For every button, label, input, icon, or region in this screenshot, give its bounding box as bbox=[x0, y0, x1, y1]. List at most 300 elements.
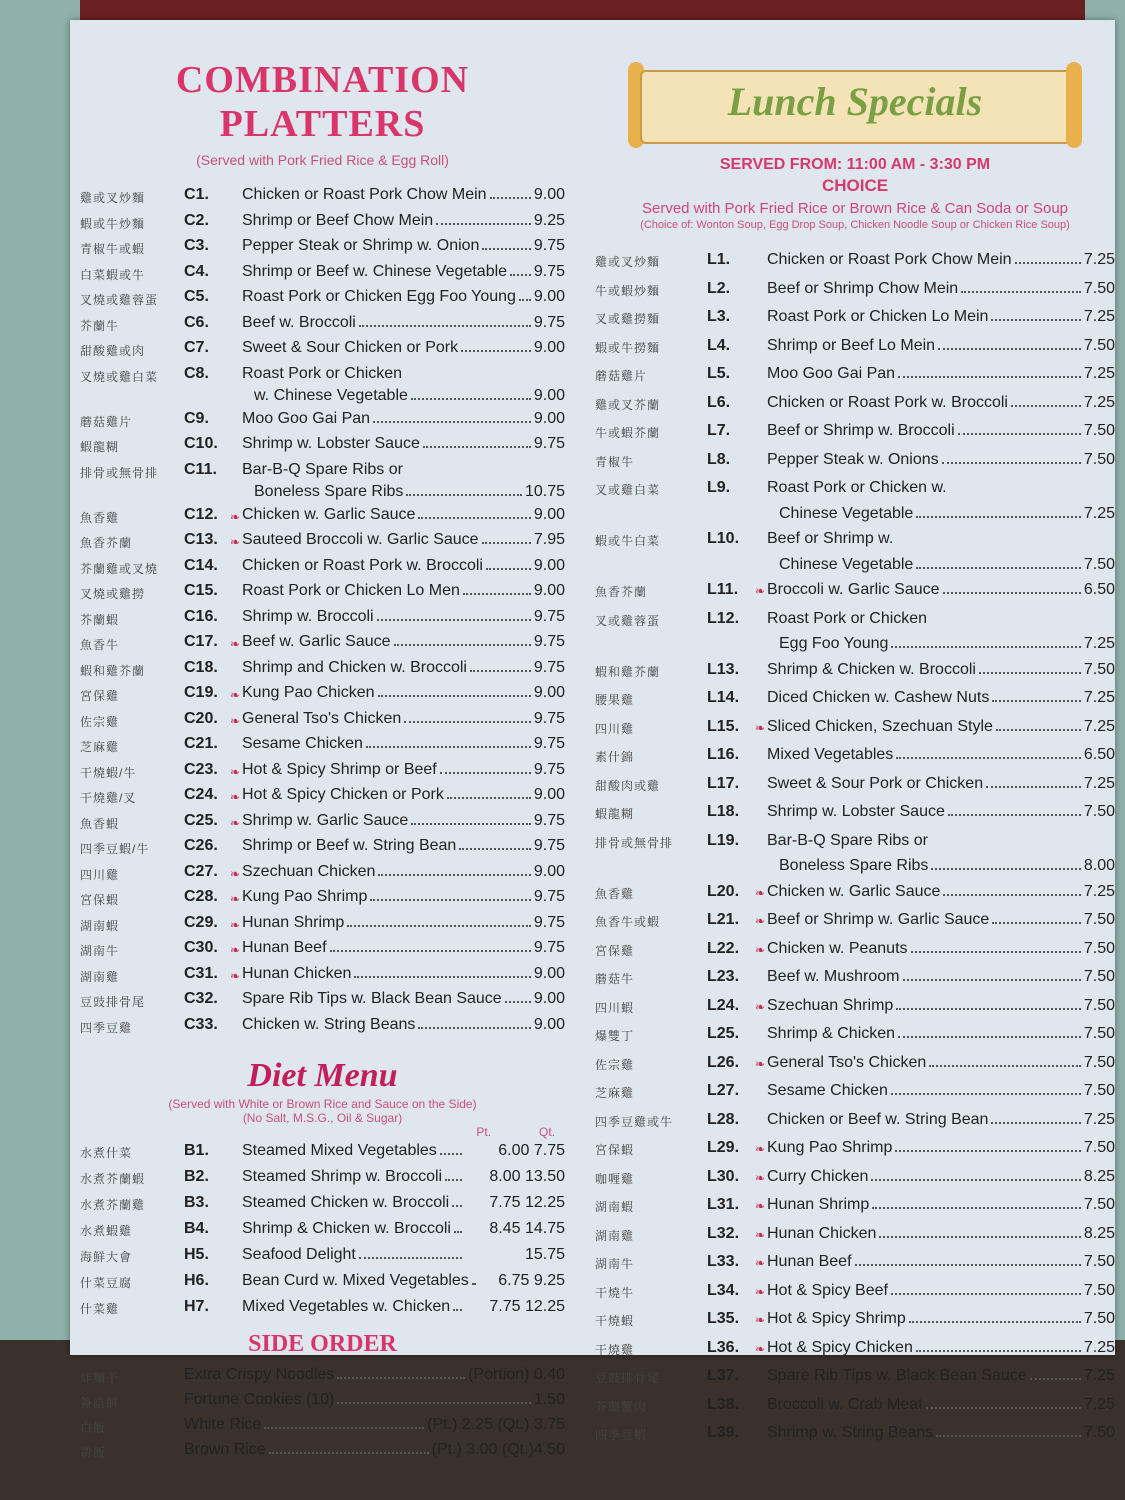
menu-item bbox=[80, 210, 565, 236]
chinese-name: 蝦或牛白菜 bbox=[595, 534, 661, 548]
chinese-name: 叉或雞蓉蛋 bbox=[595, 613, 661, 628]
item-name: Shrimp w. String Beans bbox=[767, 1424, 934, 1441]
item-line bbox=[242, 1217, 565, 1240]
menu-item bbox=[80, 886, 565, 912]
menu-item bbox=[595, 1164, 1115, 1193]
chinese-name: 腰果雞 bbox=[595, 693, 635, 707]
item-line bbox=[767, 1278, 1115, 1304]
item-price: 7.50 bbox=[1083, 1196, 1115, 1213]
chinese-name: 魚香蝦 bbox=[80, 816, 120, 831]
item-price: 7.75 12.25 bbox=[489, 1194, 565, 1211]
dot-leader bbox=[440, 772, 531, 774]
item-line bbox=[767, 799, 1115, 825]
menu-item bbox=[80, 408, 565, 434]
chinese-name: 干燒雞 bbox=[595, 1342, 635, 1357]
item-line bbox=[767, 714, 1115, 740]
menu-item bbox=[80, 1295, 565, 1321]
hot-spicy-icon bbox=[230, 312, 242, 314]
item-code: C18. bbox=[184, 658, 218, 676]
chinese-name: 牛或蝦芥蘭 bbox=[595, 426, 661, 440]
item-line bbox=[242, 1139, 565, 1162]
chinese-name: 排骨或無骨排 bbox=[595, 835, 674, 850]
side-order-title: SIDE ORDER bbox=[248, 1331, 397, 1357]
item-code: L35. bbox=[707, 1310, 740, 1327]
item-price: 9.75 bbox=[533, 811, 565, 829]
item-body bbox=[767, 1221, 1115, 1247]
item-name: Shrimp w. Broccoli bbox=[242, 607, 374, 625]
item-name: White Rice bbox=[184, 1416, 262, 1433]
dot-leader bbox=[903, 979, 1081, 981]
chinese-name: 宮保蝦 bbox=[595, 1143, 635, 1157]
item-code: L34. bbox=[707, 1281, 740, 1299]
menu-item bbox=[595, 1192, 1115, 1221]
menu-item bbox=[595, 1107, 1115, 1136]
item-code: C29. bbox=[184, 913, 218, 931]
item-code: C19. bbox=[184, 684, 218, 701]
menu-item bbox=[80, 1243, 565, 1269]
item-price: 7.25 bbox=[1083, 1367, 1115, 1384]
dot-leader bbox=[337, 1377, 465, 1379]
item-price: 9.75 bbox=[533, 262, 565, 280]
item-name: Pepper Steak or Shrimp w. Onion bbox=[242, 237, 480, 254]
menu-item bbox=[80, 708, 565, 734]
item-name: Hot & Spicy Shrimp bbox=[767, 1310, 906, 1327]
item-line bbox=[242, 631, 565, 654]
chinese-name: 四川雞 bbox=[80, 867, 120, 882]
item-body bbox=[242, 912, 565, 935]
item-code: L25. bbox=[707, 1025, 740, 1042]
hot-spicy-icon: ❧ bbox=[230, 535, 241, 549]
dot-leader bbox=[436, 223, 531, 225]
hot-spicy-icon bbox=[230, 184, 242, 186]
item-line bbox=[242, 184, 565, 207]
menu-item bbox=[80, 937, 565, 963]
chinese-name: 芥蘭蟹肉 bbox=[595, 1399, 648, 1414]
item-price: 9.00 bbox=[533, 684, 565, 701]
item-body bbox=[767, 1392, 1115, 1418]
item-code: L9. bbox=[707, 479, 731, 496]
dot-leader bbox=[490, 197, 531, 199]
chinese-name: 叉燒或雞白菜 bbox=[80, 369, 159, 384]
item-body bbox=[242, 529, 565, 552]
item-line bbox=[767, 936, 1115, 962]
item-price: 7.25 bbox=[1083, 1110, 1115, 1128]
menu-page bbox=[70, 20, 1115, 1460]
lunch-choice: CHOICE bbox=[821, 176, 889, 195]
hot-spicy-icon bbox=[230, 1295, 242, 1297]
chinese-name: 魚香芥蘭 bbox=[595, 585, 648, 599]
item-price: 9.00 bbox=[533, 582, 565, 599]
item-code: L19. bbox=[707, 831, 740, 849]
item-line bbox=[242, 1191, 565, 1214]
hot-spicy-icon: ❧ bbox=[755, 584, 766, 598]
item-body bbox=[767, 247, 1115, 273]
item-price: 9.75 bbox=[533, 435, 565, 452]
item-name: Sesame Chicken bbox=[242, 735, 363, 752]
item-price: 9.00 bbox=[533, 862, 565, 880]
menu-item bbox=[80, 363, 565, 408]
item-price: 9.00 bbox=[533, 505, 565, 523]
menu-item bbox=[80, 1389, 565, 1414]
item-name: Szechuan Chicken bbox=[242, 862, 376, 880]
dot-leader bbox=[943, 894, 1080, 896]
item-price: 15.75 bbox=[524, 1246, 565, 1263]
hot-spicy-icon bbox=[230, 286, 242, 288]
item-name: Roast Pork or Chicken bbox=[767, 609, 928, 627]
menu-item bbox=[595, 1050, 1115, 1079]
item-code: L28. bbox=[707, 1110, 740, 1128]
item-line bbox=[242, 312, 565, 335]
item-line bbox=[767, 742, 1115, 768]
item-price: 9.00 bbox=[533, 409, 565, 427]
item-name: Mixed Vegetables w. Chicken bbox=[242, 1298, 451, 1315]
dot-leader bbox=[992, 700, 1081, 702]
menu-item bbox=[595, 685, 1115, 714]
item-code: B1. bbox=[184, 1142, 209, 1159]
item-price: 9.00 bbox=[533, 387, 565, 404]
hot-spicy-icon bbox=[755, 361, 767, 363]
item-name: Shrimp or Beef w. String Bean bbox=[242, 837, 457, 854]
item-price: 8.00 bbox=[1083, 857, 1115, 874]
menu-item bbox=[595, 1221, 1115, 1250]
item-code: C32. bbox=[184, 990, 218, 1007]
lunch-banner-title: Lunch Specials bbox=[727, 79, 983, 124]
item-code: L36. bbox=[707, 1338, 740, 1356]
item-line bbox=[242, 1165, 565, 1188]
item-line bbox=[767, 1221, 1115, 1247]
item-line bbox=[242, 784, 565, 807]
chinese-name: 甜酸雞或肉 bbox=[80, 344, 146, 358]
item-body bbox=[767, 475, 1115, 526]
item-body bbox=[242, 784, 565, 807]
item-body bbox=[767, 964, 1115, 990]
item-price: 9.25 bbox=[533, 211, 565, 229]
item-line bbox=[242, 459, 565, 482]
item-line bbox=[242, 337, 565, 360]
item-price: 7.50 bbox=[1083, 555, 1115, 573]
chinese-name: 雞或叉芥蘭 bbox=[595, 397, 661, 412]
item-price: 9.00 bbox=[533, 786, 565, 803]
item-name: Broccoli w. Garlic Sauce bbox=[767, 581, 940, 598]
chinese-name: 炸麵干 bbox=[80, 1371, 120, 1385]
item-code: L4. bbox=[707, 336, 731, 354]
chinese-name: 白菜蝦或牛 bbox=[80, 267, 146, 282]
item-price: (Portion) 0.40 bbox=[468, 1366, 565, 1383]
item-body bbox=[242, 1243, 565, 1266]
menu-item bbox=[595, 361, 1115, 390]
item-body bbox=[242, 810, 565, 833]
item-name: Shrimp or Beef Chow Mein bbox=[242, 211, 434, 229]
item-name: Shrimp w. Garlic Sauce bbox=[242, 811, 409, 829]
item-body bbox=[242, 937, 565, 960]
hot-spicy-icon: ❧ bbox=[755, 1056, 766, 1071]
hot-spicy-icon bbox=[755, 657, 767, 659]
item-line bbox=[767, 1135, 1115, 1161]
item-line bbox=[242, 912, 565, 935]
hot-spicy-icon bbox=[230, 555, 242, 557]
item-name: Bean Curd w. Mixed Vegetables bbox=[242, 1272, 469, 1289]
item-code: C17. bbox=[184, 633, 218, 650]
item-line bbox=[767, 828, 1115, 854]
dot-leader bbox=[896, 757, 1081, 759]
item-body bbox=[242, 1014, 565, 1037]
dot-leader bbox=[377, 619, 531, 621]
item-body bbox=[767, 771, 1115, 797]
item-name: Steamed Chicken w. Broccoli bbox=[242, 1194, 450, 1211]
item-price: 9.00 bbox=[533, 556, 565, 574]
item-code: C6. bbox=[184, 313, 209, 331]
menu-item bbox=[80, 1217, 565, 1243]
diet-col-pt: Pt. bbox=[476, 1125, 491, 1139]
item-line bbox=[767, 526, 1115, 552]
item-name: Spare Rib Tips w. Black Bean Sauce bbox=[242, 990, 502, 1007]
item-body bbox=[767, 526, 1115, 577]
chinese-name: 湖南蝦 bbox=[595, 1200, 635, 1214]
item-code: L2. bbox=[707, 279, 731, 297]
item-price: 9.75 bbox=[533, 237, 565, 254]
hot-spicy-icon bbox=[755, 1363, 767, 1365]
item-price: 9.00 bbox=[533, 288, 565, 305]
item-name: Shrimp & Chicken w. Broccoli bbox=[242, 1220, 451, 1237]
menu-item bbox=[80, 1191, 565, 1217]
item-line bbox=[242, 210, 565, 233]
diet-column-headers bbox=[80, 1125, 565, 1139]
hot-spicy-icon bbox=[755, 1078, 767, 1080]
item-body bbox=[242, 504, 565, 527]
dot-leader bbox=[418, 517, 530, 519]
item-price: 9.75 bbox=[533, 913, 565, 931]
item-name: Chicken w. Garlic Sauce bbox=[242, 505, 416, 523]
item-line bbox=[767, 1050, 1115, 1076]
item-body bbox=[242, 708, 565, 731]
item-name: Chicken w. Garlic Sauce bbox=[767, 882, 941, 900]
chinese-name: 水煮蝦雞 bbox=[80, 1224, 133, 1238]
menu-item bbox=[595, 418, 1115, 447]
item-line bbox=[242, 408, 565, 431]
lunch-list bbox=[595, 247, 1115, 1449]
item-body bbox=[767, 1335, 1115, 1361]
menu-item bbox=[595, 606, 1115, 657]
item-name: Broccoli w. Crab Meat bbox=[767, 1395, 923, 1413]
item-code: L20. bbox=[707, 882, 740, 900]
item-name: Kung Pao Chicken bbox=[242, 684, 375, 701]
dot-leader bbox=[916, 516, 1081, 518]
item-code: L13. bbox=[707, 660, 740, 678]
item-code: L10. bbox=[707, 530, 740, 547]
item-name-cont: w. Chinese Vegetable bbox=[254, 387, 408, 404]
menu-item bbox=[595, 1335, 1115, 1364]
item-name: Hunan Chicken bbox=[767, 1224, 877, 1242]
item-body bbox=[242, 408, 565, 431]
chinese-name: 四川雞 bbox=[595, 721, 635, 736]
item-body bbox=[767, 606, 1115, 657]
item-code: L29. bbox=[707, 1139, 740, 1156]
item-body bbox=[184, 1414, 565, 1436]
dot-leader bbox=[447, 797, 531, 799]
item-body bbox=[242, 363, 565, 408]
hot-spicy-icon bbox=[755, 685, 767, 687]
menu-item bbox=[595, 390, 1115, 419]
hot-spicy-icon bbox=[230, 1014, 242, 1016]
chinese-name: 海鮮大會 bbox=[80, 1250, 133, 1264]
item-name: Chicken w. Peanuts bbox=[767, 939, 908, 957]
item-price: 7.50 bbox=[1083, 911, 1115, 928]
item-body bbox=[767, 993, 1115, 1019]
hot-spicy-icon bbox=[755, 1420, 767, 1422]
chinese-name: 湖南蝦 bbox=[80, 918, 120, 933]
item-price: 6.75 9.25 bbox=[498, 1272, 565, 1289]
hot-spicy-icon bbox=[755, 1392, 767, 1394]
dot-leader bbox=[459, 848, 531, 850]
menu-item bbox=[595, 1135, 1115, 1164]
dot-leader bbox=[1015, 262, 1081, 264]
chinese-name: 芥蘭牛 bbox=[80, 318, 120, 333]
item-body bbox=[242, 963, 565, 986]
menu-item bbox=[80, 261, 565, 287]
item-name: Hot & Spicy Chicken bbox=[767, 1338, 913, 1356]
item-body bbox=[767, 1278, 1115, 1304]
hot-spicy-icon bbox=[230, 1217, 242, 1219]
item-name-cont: Chinese Vegetable bbox=[779, 555, 914, 573]
item-line bbox=[767, 577, 1115, 603]
chinese-name: 四季豆蝦/牛 bbox=[80, 842, 150, 856]
item-body bbox=[767, 685, 1115, 711]
item-body bbox=[767, 1192, 1115, 1218]
item-body bbox=[242, 286, 565, 309]
hot-spicy-icon bbox=[755, 447, 767, 449]
dot-leader bbox=[991, 319, 1080, 321]
item-line bbox=[242, 1243, 565, 1266]
dot-leader bbox=[929, 1065, 1081, 1067]
item-price: 7.25 bbox=[1083, 1338, 1115, 1356]
chinese-name: 宮保雞 bbox=[80, 689, 120, 703]
hot-spicy-icon: ❧ bbox=[755, 1227, 766, 1242]
item-price: 9.75 bbox=[533, 313, 565, 331]
item-price: 9.75 bbox=[533, 735, 565, 752]
item-code: L32. bbox=[707, 1224, 740, 1242]
diet-subtitle-2: (No Salt, M.S.G., Oil & Sugar) bbox=[242, 1111, 403, 1125]
hot-spicy-icon: ❧ bbox=[755, 1341, 766, 1356]
hot-spicy-icon bbox=[755, 475, 767, 477]
item-line bbox=[242, 657, 565, 680]
item-name: Mixed Vegetables bbox=[767, 746, 894, 763]
chinese-name: 什菜雞 bbox=[80, 1302, 120, 1316]
item-body bbox=[242, 988, 565, 1011]
chinese-name: 蘑菇牛 bbox=[595, 972, 635, 986]
item-line bbox=[767, 361, 1115, 387]
dot-leader bbox=[896, 1008, 1081, 1010]
item-name: Roast Pork or Chicken Lo Mein bbox=[767, 308, 989, 325]
item-line bbox=[242, 555, 565, 578]
dot-leader bbox=[986, 786, 1081, 788]
item-body bbox=[767, 1420, 1115, 1446]
dot-leader bbox=[943, 592, 1081, 594]
hot-spicy-icon bbox=[755, 1021, 767, 1023]
item-body bbox=[242, 682, 565, 705]
menu-item bbox=[80, 1014, 565, 1040]
dot-leader bbox=[916, 567, 1081, 569]
item-line bbox=[242, 988, 565, 1011]
dot-leader bbox=[992, 922, 1081, 924]
item-price: 7.25 bbox=[1083, 882, 1115, 900]
item-name: Chicken or Roast Pork w. Broccoli bbox=[767, 393, 1008, 411]
menu-item bbox=[595, 714, 1115, 743]
menu-item bbox=[80, 286, 565, 312]
item-line bbox=[767, 333, 1115, 359]
item-name: Beef or Shrimp Chow Mein bbox=[767, 279, 959, 297]
item-line bbox=[767, 1306, 1115, 1332]
item-line bbox=[242, 580, 565, 603]
lunch-hours: SERVED FROM: 11:00 AM - 3:30 PM bbox=[719, 156, 991, 173]
item-body bbox=[242, 861, 565, 884]
item-body bbox=[242, 835, 565, 858]
item-line bbox=[242, 504, 565, 527]
chinese-name: 水煮芥蘭蝦 bbox=[80, 1172, 146, 1186]
hot-spicy-icon: ❧ bbox=[755, 885, 766, 900]
dot-leader bbox=[931, 868, 1080, 870]
item-body bbox=[242, 1139, 565, 1162]
combo-title-line1: COMBINATION bbox=[175, 59, 470, 101]
item-line bbox=[242, 385, 565, 408]
menu-item bbox=[80, 555, 565, 581]
item-body bbox=[242, 337, 565, 360]
item-code: B2. bbox=[184, 1168, 209, 1185]
chinese-name: 雞或叉炒麵 bbox=[595, 255, 661, 269]
chinese-name: 魚香雞 bbox=[80, 510, 120, 525]
item-code: L16. bbox=[707, 746, 740, 763]
dot-leader bbox=[418, 1027, 530, 1029]
item-line bbox=[767, 390, 1115, 416]
chinese-name: 蝦龍糊 bbox=[595, 807, 635, 821]
item-name: Hot & Spicy Chicken or Pork bbox=[242, 786, 444, 803]
dot-leader bbox=[330, 950, 531, 952]
combo-title-line2: PLATTERS bbox=[219, 103, 426, 145]
item-body bbox=[767, 936, 1115, 962]
side-order-list bbox=[80, 1364, 565, 1464]
item-code: C20. bbox=[184, 709, 218, 727]
item-code: L14. bbox=[707, 689, 740, 706]
item-body bbox=[767, 390, 1115, 416]
item-body bbox=[767, 304, 1115, 330]
item-price: 8.00 13.50 bbox=[489, 1168, 565, 1185]
item-code: L12. bbox=[707, 609, 740, 627]
menu-item bbox=[80, 912, 565, 938]
item-price: 8.25 bbox=[1083, 1167, 1115, 1185]
hot-spicy-icon bbox=[230, 1243, 242, 1245]
menu-item bbox=[80, 733, 565, 759]
item-price: 6.50 bbox=[1083, 581, 1115, 598]
item-line bbox=[184, 1439, 565, 1461]
dot-leader bbox=[895, 1150, 1080, 1152]
hot-spicy-icon bbox=[755, 828, 767, 830]
hot-spicy-icon: ❧ bbox=[230, 790, 241, 804]
item-price: 7.25 bbox=[1083, 1395, 1115, 1413]
item-code: C26. bbox=[184, 837, 218, 854]
dot-leader bbox=[871, 1179, 1081, 1181]
hot-spicy-icon bbox=[755, 304, 767, 306]
item-code: C9. bbox=[184, 409, 209, 427]
item-name: Diced Chicken w. Cashew Nuts bbox=[767, 689, 990, 706]
item-line bbox=[242, 937, 565, 960]
item-code: C14. bbox=[184, 556, 218, 574]
item-name: Beef or Shrimp w. Garlic Sauce bbox=[767, 911, 990, 928]
item-line bbox=[242, 835, 565, 858]
dot-leader bbox=[942, 462, 1081, 464]
chinese-name: 蝦或牛炒麵 bbox=[80, 216, 146, 231]
dot-leader bbox=[404, 721, 531, 723]
item-line bbox=[767, 247, 1115, 273]
menu-item bbox=[595, 771, 1115, 800]
